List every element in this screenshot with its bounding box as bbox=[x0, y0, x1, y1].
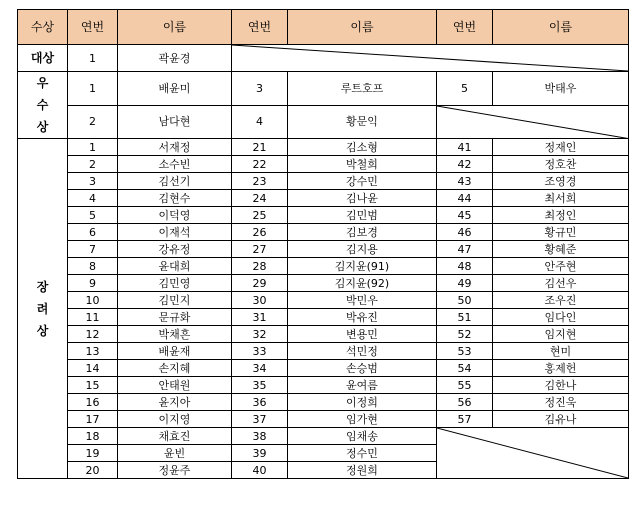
entry-name: 박유진 bbox=[288, 309, 437, 326]
entry-name: 김선기 bbox=[118, 173, 232, 190]
diagonal-line bbox=[232, 45, 628, 71]
entry-number: 1 bbox=[68, 72, 118, 106]
entry-number: 15 bbox=[68, 377, 118, 394]
entry-name: 석민정 bbox=[288, 343, 437, 360]
entry-number: 46 bbox=[437, 224, 493, 241]
daesang-row bbox=[18, 45, 629, 72]
entry-name: 손승범 bbox=[288, 360, 437, 377]
entry-name: 황규민 bbox=[493, 224, 629, 241]
entry-name: 김소형 bbox=[288, 139, 437, 156]
jangryeo-row bbox=[18, 394, 629, 411]
header-name-2: 이름 bbox=[288, 10, 437, 45]
entry-number: 13 bbox=[68, 343, 118, 360]
entry-number: 43 bbox=[437, 173, 493, 190]
header-row bbox=[18, 10, 629, 45]
entry-name: 김선우 bbox=[493, 275, 629, 292]
entry-name: 김유나 bbox=[493, 411, 629, 428]
entry-number: 8 bbox=[68, 258, 118, 275]
entry-number: 25 bbox=[232, 207, 288, 224]
jangryeo-row bbox=[18, 173, 629, 190]
entry-number: 22 bbox=[232, 156, 288, 173]
entry-number: 5 bbox=[437, 72, 493, 106]
entry-name: 임다인 bbox=[493, 309, 629, 326]
entry-name: 정재인 bbox=[493, 139, 629, 156]
jangryeo-row bbox=[18, 377, 629, 394]
entry-number: 3 bbox=[68, 173, 118, 190]
entry-number: 47 bbox=[437, 241, 493, 258]
entry-name: 배윤재 bbox=[118, 343, 232, 360]
category-usu bbox=[18, 72, 68, 139]
entry-number: 6 bbox=[68, 224, 118, 241]
header-number-1: 연번 bbox=[68, 10, 118, 45]
usu-row bbox=[18, 72, 629, 106]
entry-name: 이지영 bbox=[118, 411, 232, 428]
entry-number: 1 bbox=[68, 45, 118, 72]
entry-name: 정진욱 bbox=[493, 394, 629, 411]
jangryeo-row bbox=[18, 258, 629, 275]
jangryeo-row bbox=[18, 326, 629, 343]
jangryeo-row bbox=[18, 428, 629, 445]
header-name-1: 이름 bbox=[118, 10, 232, 45]
entry-name: 윤지아 bbox=[118, 394, 232, 411]
entry-number: 39 bbox=[232, 445, 288, 462]
diagonal-line bbox=[437, 428, 628, 478]
jangryeo-row bbox=[18, 360, 629, 377]
entry-name: 홍제헌 bbox=[493, 360, 629, 377]
entry-number: 57 bbox=[437, 411, 493, 428]
entry-name: 황문익 bbox=[288, 105, 437, 139]
jangryeo-row bbox=[18, 292, 629, 309]
category-char: 상 bbox=[36, 323, 49, 338]
entry-name: 서재정 bbox=[118, 139, 232, 156]
entry-number: 41 bbox=[437, 139, 493, 156]
empty-cell bbox=[437, 105, 629, 139]
entry-name: 변용민 bbox=[288, 326, 437, 343]
jangryeo-row bbox=[18, 207, 629, 224]
category-char: 우 bbox=[36, 76, 49, 90]
entry-number: 3 bbox=[232, 72, 288, 106]
entry-number: 12 bbox=[68, 326, 118, 343]
category-char: 려 bbox=[36, 301, 49, 316]
entry-number: 55 bbox=[437, 377, 493, 394]
entry-number: 5 bbox=[68, 207, 118, 224]
entry-name: 정호찬 bbox=[493, 156, 629, 173]
entry-number: 21 bbox=[232, 139, 288, 156]
entry-name: 루트호프 bbox=[288, 72, 437, 106]
entry-name: 윤빈 bbox=[118, 445, 232, 462]
entry-number: 23 bbox=[232, 173, 288, 190]
empty-cell bbox=[437, 428, 629, 479]
usu-row bbox=[18, 105, 629, 139]
entry-name: 김지용 bbox=[288, 241, 437, 258]
entry-number: 52 bbox=[437, 326, 493, 343]
entry-name: 이덕영 bbox=[118, 207, 232, 224]
entry-number: 51 bbox=[437, 309, 493, 326]
entry-number: 29 bbox=[232, 275, 288, 292]
entry-number: 28 bbox=[232, 258, 288, 275]
entry-name: 이정희 bbox=[288, 394, 437, 411]
entry-name: 황혜준 bbox=[493, 241, 629, 258]
entry-number: 7 bbox=[68, 241, 118, 258]
entry-name: 김민지 bbox=[118, 292, 232, 309]
entry-name: 강유정 bbox=[118, 241, 232, 258]
entry-number: 2 bbox=[68, 156, 118, 173]
header-number-2: 연번 bbox=[232, 10, 288, 45]
entry-number: 10 bbox=[68, 292, 118, 309]
entry-name: 김현수 bbox=[118, 190, 232, 207]
entry-name: 김민범 bbox=[288, 207, 437, 224]
entry-number: 30 bbox=[232, 292, 288, 309]
category-char: 상 bbox=[36, 120, 49, 134]
header-category: 수상 bbox=[18, 10, 68, 45]
entry-number: 40 bbox=[232, 462, 288, 479]
empty-cell bbox=[232, 45, 629, 72]
entry-number: 37 bbox=[232, 411, 288, 428]
entry-name: 김보경 bbox=[288, 224, 437, 241]
entry-name: 이재석 bbox=[118, 224, 232, 241]
entry-name: 손지혜 bbox=[118, 360, 232, 377]
entry-name: 김지윤(91) bbox=[288, 258, 437, 275]
awards-table bbox=[17, 9, 629, 479]
entry-name: 정원희 bbox=[288, 462, 437, 479]
entry-number: 56 bbox=[437, 394, 493, 411]
entry-name: 배윤미 bbox=[118, 72, 232, 106]
entry-number: 4 bbox=[68, 190, 118, 207]
entry-number: 2 bbox=[68, 105, 118, 139]
entry-number: 54 bbox=[437, 360, 493, 377]
category-daesang: 대상 bbox=[18, 45, 68, 72]
jangryeo-row bbox=[18, 411, 629, 428]
entry-name: 김민영 bbox=[118, 275, 232, 292]
jangryeo-row bbox=[18, 275, 629, 292]
entry-name: 임가현 bbox=[288, 411, 437, 428]
entry-name: 박철희 bbox=[288, 156, 437, 173]
entry-name: 김지윤(92) bbox=[288, 275, 437, 292]
entry-number: 1 bbox=[68, 139, 118, 156]
entry-number: 11 bbox=[68, 309, 118, 326]
entry-name: 소수빈 bbox=[118, 156, 232, 173]
entry-number: 27 bbox=[232, 241, 288, 258]
entry-number: 34 bbox=[232, 360, 288, 377]
entry-number: 44 bbox=[437, 190, 493, 207]
entry-name: 안주현 bbox=[493, 258, 629, 275]
entry-name: 박태우 bbox=[493, 72, 629, 106]
awards-table-body bbox=[18, 10, 629, 479]
entry-name: 임채송 bbox=[288, 428, 437, 445]
jangryeo-row bbox=[18, 156, 629, 173]
entry-name: 강수민 bbox=[288, 173, 437, 190]
jangryeo-row bbox=[18, 224, 629, 241]
entry-number: 33 bbox=[232, 343, 288, 360]
entry-number: 32 bbox=[232, 326, 288, 343]
entry-name: 곽윤경 bbox=[118, 45, 232, 72]
entry-name: 최정인 bbox=[493, 207, 629, 224]
entry-number: 36 bbox=[232, 394, 288, 411]
entry-number: 18 bbox=[68, 428, 118, 445]
entry-number: 50 bbox=[437, 292, 493, 309]
entry-name: 조우진 bbox=[493, 292, 629, 309]
entry-number: 4 bbox=[232, 105, 288, 139]
entry-number: 31 bbox=[232, 309, 288, 326]
entry-number: 35 bbox=[232, 377, 288, 394]
header-number-3: 연번 bbox=[437, 10, 493, 45]
entry-number: 42 bbox=[437, 156, 493, 173]
entry-name: 윤대희 bbox=[118, 258, 232, 275]
entry-number: 16 bbox=[68, 394, 118, 411]
entry-name: 안태원 bbox=[118, 377, 232, 394]
entry-name: 채효진 bbox=[118, 428, 232, 445]
entry-name: 조영경 bbox=[493, 173, 629, 190]
entry-name: 정윤주 bbox=[118, 462, 232, 479]
entry-name: 박채흔 bbox=[118, 326, 232, 343]
category-char: 수 bbox=[36, 98, 49, 112]
entry-number: 38 bbox=[232, 428, 288, 445]
entry-name: 최서희 bbox=[493, 190, 629, 207]
entry-name: 임지현 bbox=[493, 326, 629, 343]
jangryeo-row bbox=[18, 343, 629, 360]
entry-number: 14 bbox=[68, 360, 118, 377]
diagonal-line bbox=[437, 106, 628, 139]
entry-number: 17 bbox=[68, 411, 118, 428]
entry-number: 9 bbox=[68, 275, 118, 292]
entry-name: 윤여름 bbox=[288, 377, 437, 394]
entry-number: 26 bbox=[232, 224, 288, 241]
entry-name: 정수민 bbox=[288, 445, 437, 462]
entry-name: 남다현 bbox=[118, 105, 232, 139]
entry-number: 45 bbox=[437, 207, 493, 224]
entry-number: 48 bbox=[437, 258, 493, 275]
entry-name: 김한나 bbox=[493, 377, 629, 394]
entry-name: 박민우 bbox=[288, 292, 437, 309]
entry-name: 현미 bbox=[493, 343, 629, 360]
category-char: 장 bbox=[36, 279, 49, 294]
header-name-3: 이름 bbox=[493, 10, 629, 45]
entry-number: 24 bbox=[232, 190, 288, 207]
jangryeo-row bbox=[18, 139, 629, 156]
entry-number: 19 bbox=[68, 445, 118, 462]
category-jangryeo bbox=[18, 139, 68, 479]
jangryeo-row bbox=[18, 190, 629, 207]
entry-number: 20 bbox=[68, 462, 118, 479]
entry-number: 49 bbox=[437, 275, 493, 292]
jangryeo-row bbox=[18, 309, 629, 326]
entry-name: 김나윤 bbox=[288, 190, 437, 207]
entry-name: 문규화 bbox=[118, 309, 232, 326]
entry-number: 53 bbox=[437, 343, 493, 360]
jangryeo-row bbox=[18, 241, 629, 258]
